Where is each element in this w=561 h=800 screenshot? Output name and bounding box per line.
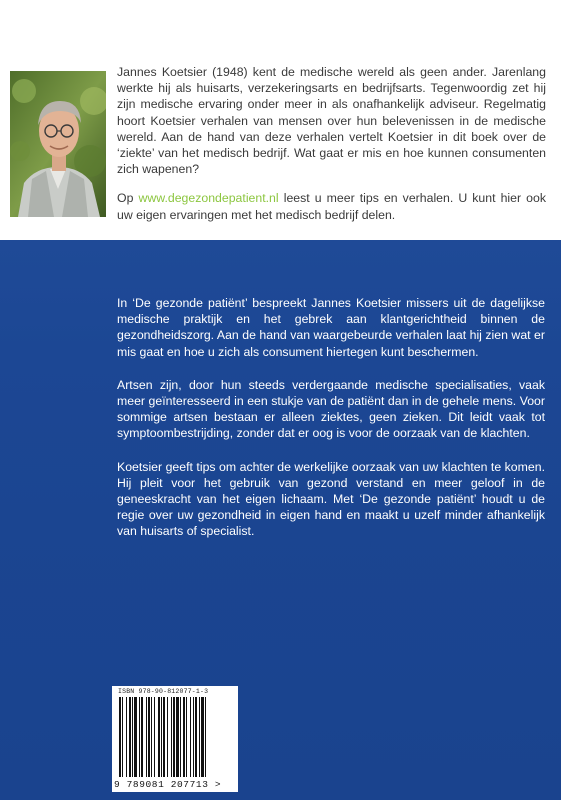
barcode-bar [186, 697, 187, 777]
book-blurb [117, 295, 545, 557]
barcode-bar [161, 697, 162, 777]
blurb-paragraph: In ‘De gezonde patiënt’ bespreekt Jannes Koetsier missers uit de dagelijkse medische praktijk en het gebrek aan klantgerichtheid binnen de gezondheidszorg. Aan de hand van waargebeurde verhalen laat hij zien wat er mis gaat en hoe u zich als consument hiertegen kunt beschermen. [117, 296, 545, 359]
barcode-bar [171, 697, 172, 777]
barcode-bar [122, 697, 123, 777]
barcode-bar [154, 697, 155, 777]
barcode-bar [139, 697, 140, 777]
barcode-bar [173, 697, 175, 777]
barcode-bars [119, 697, 231, 777]
barcode-bar [195, 697, 197, 777]
website-prefix: Op [117, 191, 139, 206]
blurb-paragraph: Koetsier geeft tips om achter de werkelijke oorzaak van uw klachten te komen. Hij pleit voor het gebruik van gezond verstand en meer geloof in de geneeskracht van het eigen lichaam. Met ‘De gezonde patiënt’ houdt u de regie over uw gezondheid in eigen hand en maakt u uzelf minder afhankelijk van huisarts of specialist. [117, 459, 545, 539]
barcode-bar [193, 697, 194, 777]
author-section [0, 0, 561, 240]
barcode-bar [163, 697, 165, 777]
barcode-bar [183, 697, 185, 777]
barcode-bar [180, 697, 181, 777]
barcode-bar [158, 697, 160, 777]
website-link[interactable]: www.degezondepatient.nl [138, 191, 279, 206]
barcode-bar [205, 697, 206, 777]
barcode-bar [132, 697, 133, 777]
barcode-bar [134, 697, 137, 777]
barcode-bar [190, 697, 191, 777]
bio-paragraph: Jannes Koetsier (1948) kent de medische wereld als geen ander. Jarenlang werkte hij als huisarts, verzekeringsarts en bedrijfsarts. Tegenwoordig zet hij zijn medische ervaring onder meer in als onafhankelijk adviseur. Regelmatig hoort Koetsier verhalen van mensen over hun belevenissen in de medische wereld. Aan de hand van deze verhalen vertelt Koetsier in dit boek over de ‘ziekte’ van het medisch bedrijf. Wat gaat er mis en hoe kunnen consumenten zich wapenen? [117, 65, 546, 177]
barcode-bar [129, 697, 131, 777]
barcode-bar [119, 697, 121, 777]
barcode-bar [141, 697, 143, 777]
website-suffix: leest u meer tips en verhalen. U kunt hier ook uw eigen ervaringen met het medisch bedrijf delen. [117, 191, 546, 222]
barcode-bar [151, 697, 152, 777]
barcode-bar [176, 697, 179, 777]
barcode-bar [148, 697, 150, 777]
author-photo [10, 71, 106, 217]
barcode-bar [199, 697, 200, 777]
barcode [112, 686, 238, 792]
isbn-label: ISBN 978-90-812077-1-3 [118, 688, 209, 695]
barcode-bar [146, 697, 147, 777]
barcode-bar [167, 697, 168, 777]
barcode-digits: 9 789081 207713 > [114, 779, 222, 790]
barcode-bar [201, 697, 204, 777]
author-bio [117, 64, 546, 223]
blurb-paragraph: Artsen zijn, door hun steeds verdergaande medische specialisaties, vaak meer geïnteresseerd in een stukje van de patiënt dan in de gehele mens. Voor sommige artsen bestaan er alleen ziektes, geen zieken. Dit leidt vaak tot symptoombestrijding, zonder dat er oog is voor de oorzaak van de klachten. [117, 377, 545, 441]
website-paragraph [117, 190, 546, 222]
barcode-bar [126, 697, 127, 777]
